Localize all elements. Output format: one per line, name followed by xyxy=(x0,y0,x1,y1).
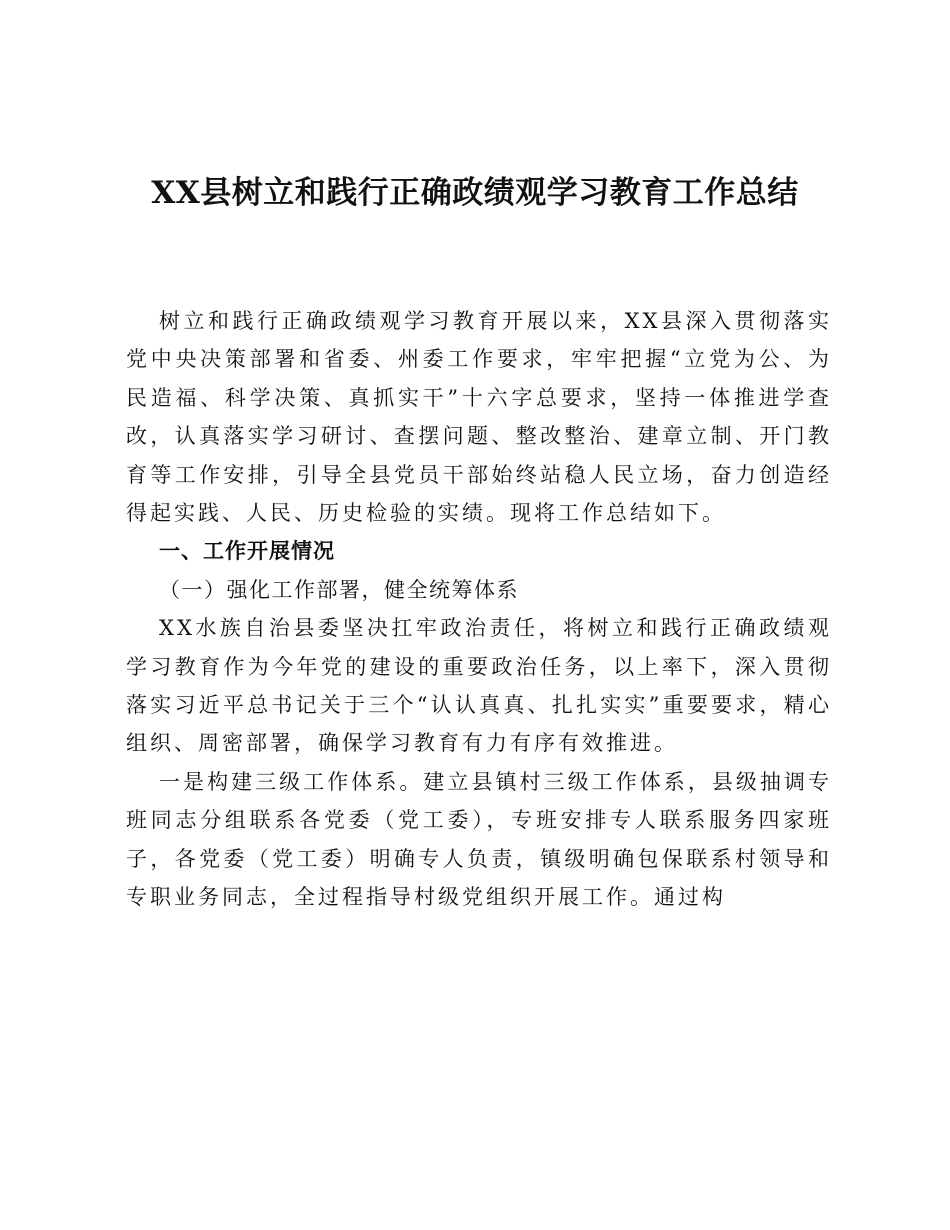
subsection-heading-1: （一）强化工作部署，健全统筹体系 xyxy=(159,577,519,602)
section-heading-1: 一、工作开展情况 xyxy=(159,539,335,564)
document-title: XX县树立和践行正确政绩观学习教育工作总结 xyxy=(151,175,799,211)
subsection-1-paragraph: XX水族自治县委坚决扛牢政治责任，将树立和践行正确政绩观学习教育作为今年党的建设的重要政治任务，以上率下，深入贯彻落实习近平总书记关于三个“认认真真、扎扎实实”重要要求，精心组织、周密部署，确保学习教育有力有序有效推进。 xyxy=(126,616,832,756)
document-body xyxy=(126,302,832,917)
point-1-paragraph: 一是构建三级工作体系。建立县镇村三级工作体系，县级抽调专班同志分组联系各党委（党工委），专班安排专人联系服务四家班子，各党委（党工委）明确专人负责，镇级明确包保联系村领导和专职业务同志，全过程指导村级党组织开展工作。通过构 xyxy=(126,769,832,910)
intro-paragraph: 树立和践行正确政绩观学习教育开展以来，XX县深入贯彻落实党中央决策部署和省委、州委工作要求，牢牢把握“立党为公、为民造福、科学决策、真抓实干”十六字总要求，坚持一体推进学查改，认真落实学习研讨、查摆问题、整改整治、建章立制、开门教育等工作安排，引导全县党员干部始终站稳人民立场，奋力创造经得起实践、人民、历史检验的实绩。现将工作总结如下。 xyxy=(126,309,832,526)
